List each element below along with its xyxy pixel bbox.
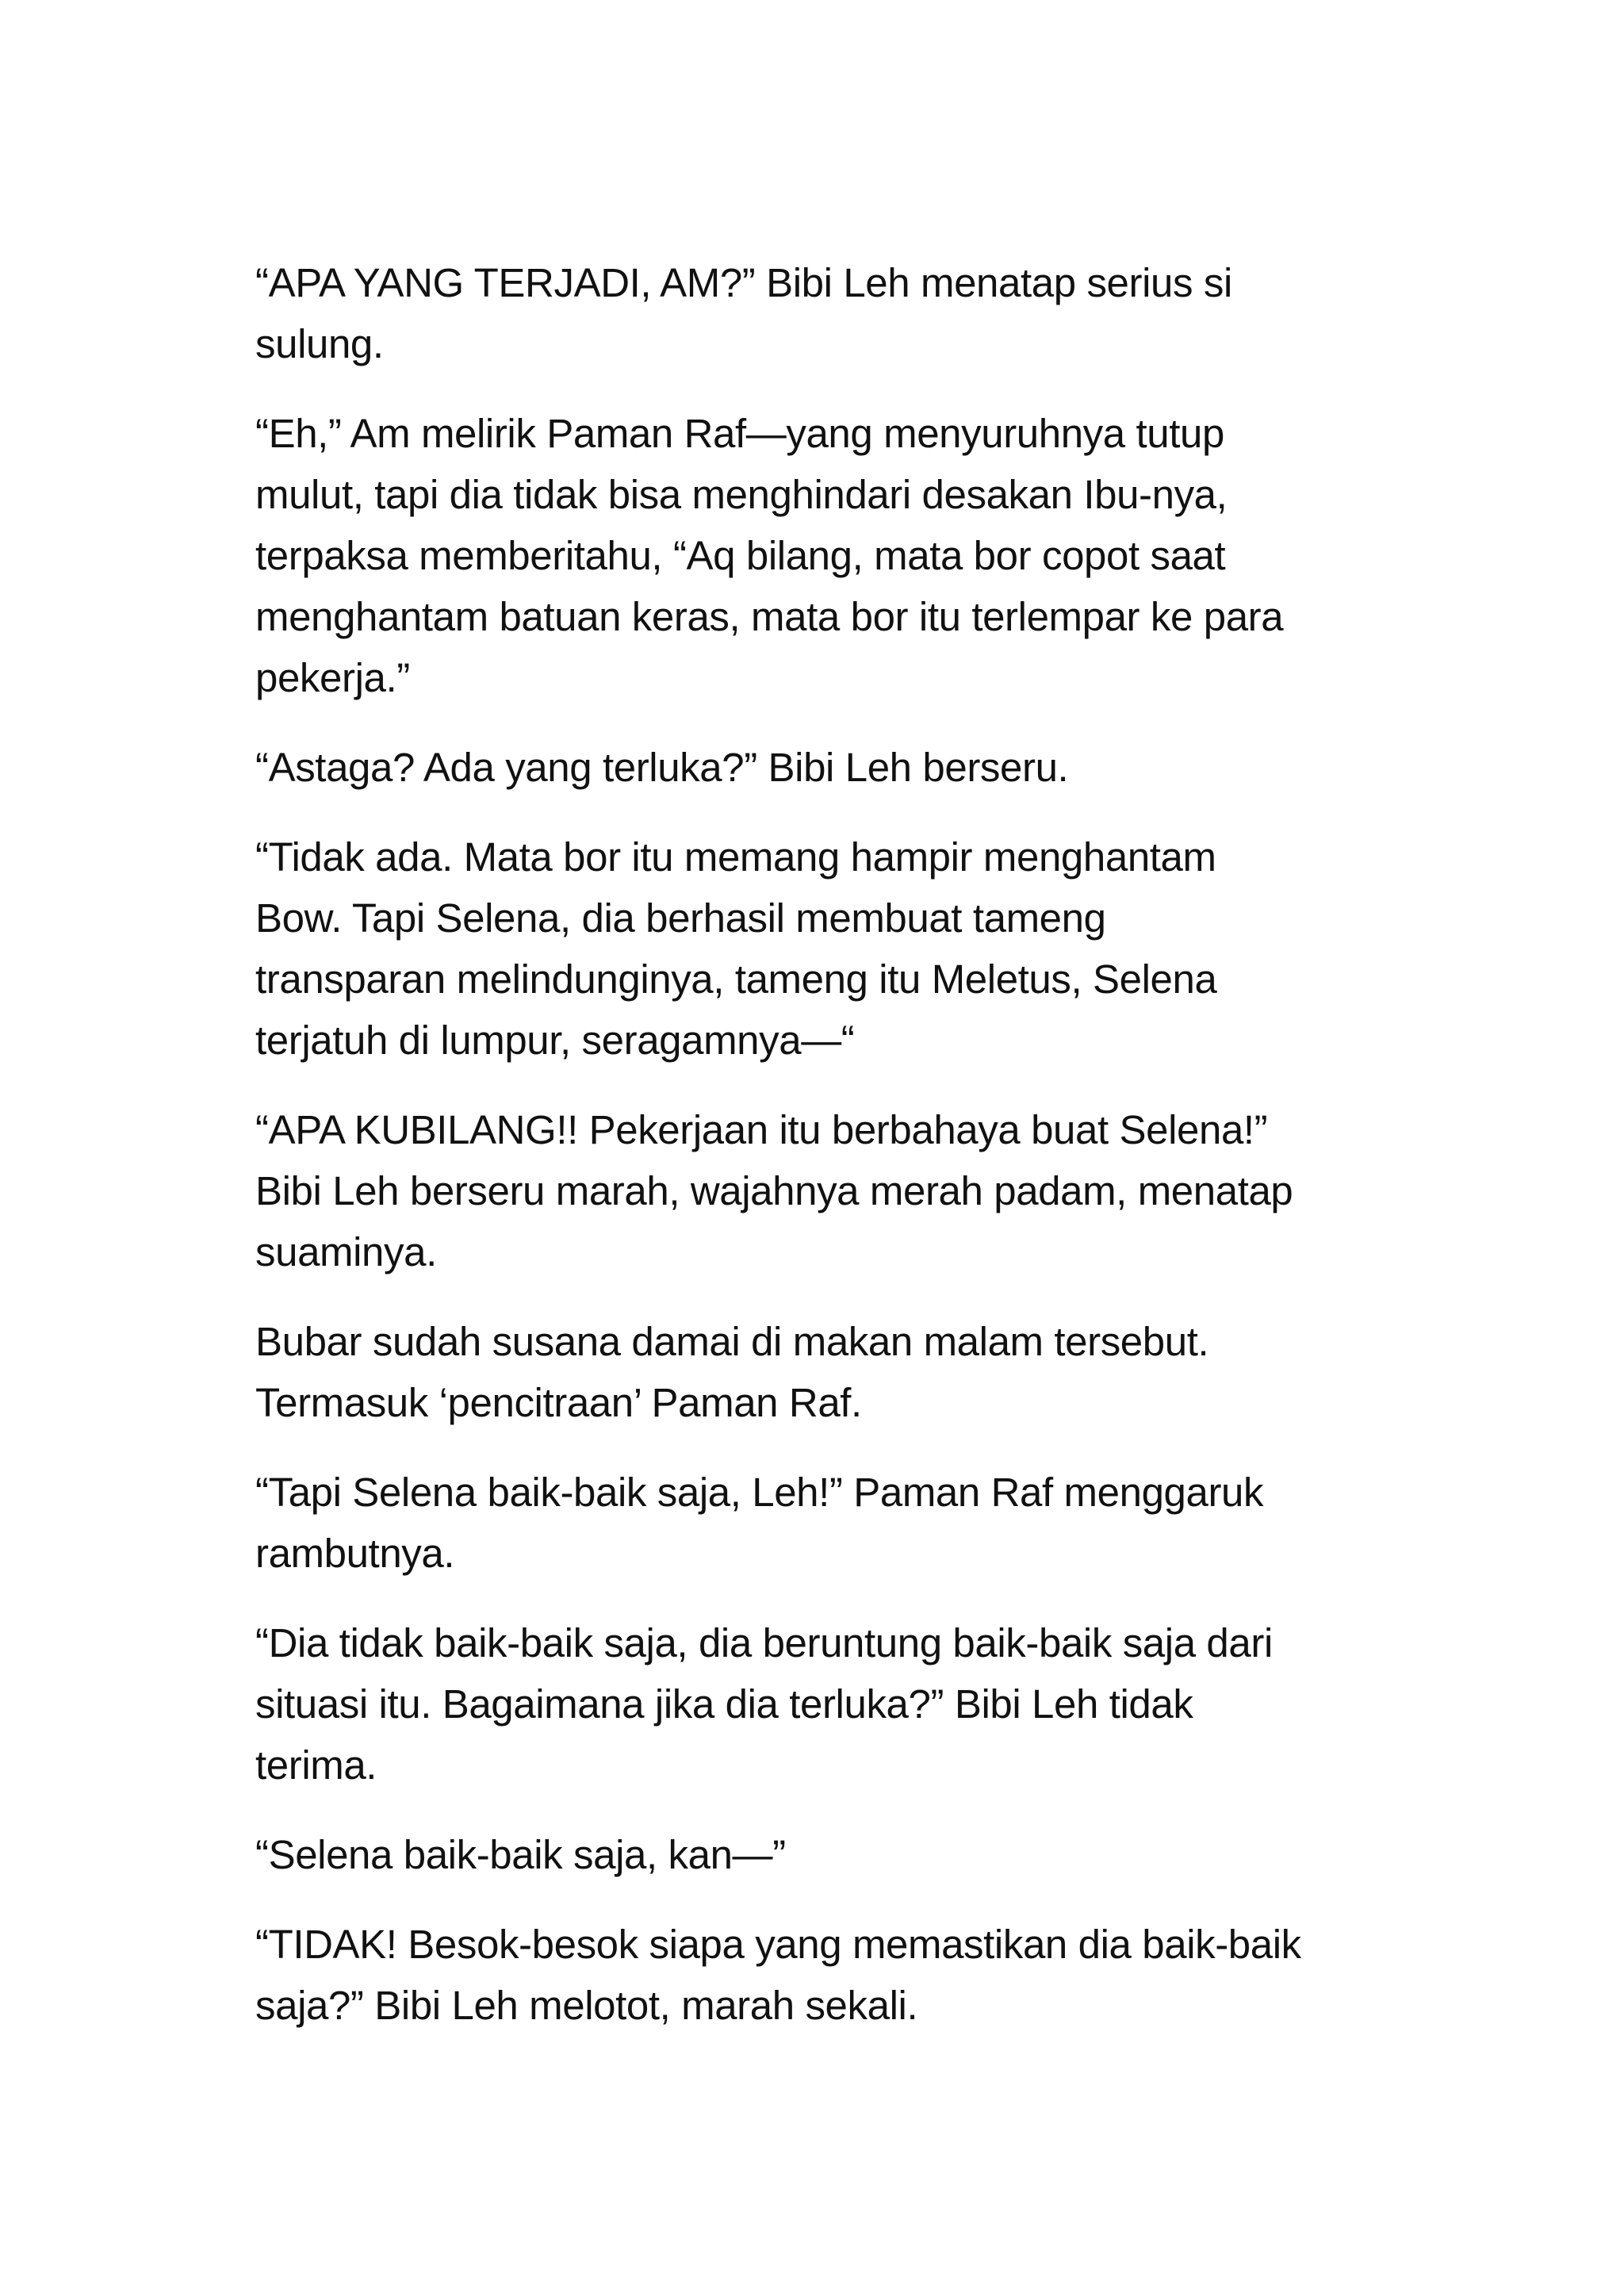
- paragraph-9: “Selena baik-baik saja, kan—”: [255, 1832, 786, 1877]
- paragraph-7: “Tapi Selena baik-baik saja, Leh!” Paman Raf menggaruk rambutnya.: [255, 1470, 1264, 1576]
- paragraph-6: Bubar sudah susana damai di makan malam tersebut. Termasuk ‘pencitraan’ Paman Raf.: [255, 1319, 1209, 1425]
- paragraph-2: “Eh,” Am melirik Paman Raf—yang menyuruhnya tutup mulut, tapi dia tidak bisa menghindari desakan Ibu-nya, terpaksa memberitahu, “Aq bilang, mata bor copot saat menghantam batuan keras, mata bor itu terlempar ke para pekerja.”: [255, 411, 1284, 700]
- paragraph-10: “TIDAK! Besok-besok siapa yang memastikan dia baik-baik saja?” Bibi Leh melotot, marah sekali.: [255, 1922, 1301, 2028]
- paragraph-3: “Astaga? Ada yang terluka?” Bibi Leh berseru.: [255, 745, 1069, 790]
- body-text: [255, 252, 1397, 2064]
- paragraph-8: “Dia tidak baik-baik saja, dia beruntung baik-baik saja dari situasi itu. Bagaimana jika dia terluka?” Bibi Leh tidak terima.: [255, 1620, 1273, 1788]
- paragraph-5: “APA KUBILANG!! Pekerjaan itu berbahaya buat Selena!” Bibi Leh berseru marah, wajahnya merah padam, menatap suaminya.: [255, 1107, 1293, 1274]
- paragraph-4: “Tidak ada. Mata bor itu memang hampir menghantam Bow. Tapi Selena, dia berhasil membuat tameng transparan melindunginya, tameng itu Meletus, Selena terjatuh di lumpur, seragamnya—“: [255, 834, 1217, 1063]
- paragraph-1: “APA YANG TERJADI, AM?” Bibi Leh menatap serius si sulung.: [255, 260, 1232, 366]
